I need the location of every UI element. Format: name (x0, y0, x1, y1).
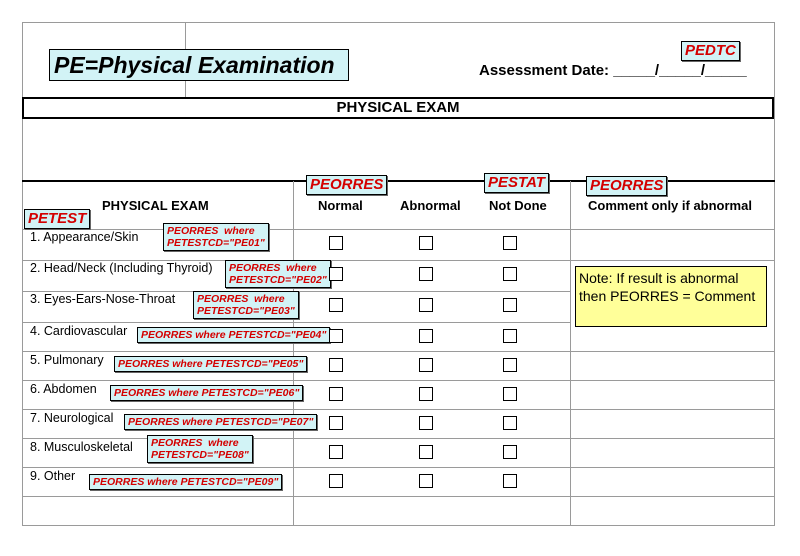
exam-item-label: 3. Eyes-Ears-Nose-Throat (30, 292, 176, 306)
row-annotation: PEORRES where PETESTCD="PE04" (137, 327, 330, 343)
normal-checkbox[interactable] (329, 387, 343, 401)
normal-checkbox[interactable] (329, 236, 343, 250)
exam-item-label: 4. Cardiovascular (30, 324, 128, 338)
not-done-checkbox[interactable] (503, 445, 517, 459)
status-annotation: PESTAT (484, 173, 549, 193)
exam-item-label: 1. Appearance/Skin (30, 230, 139, 244)
page-title: PE=Physical Examination (49, 49, 349, 81)
test-annotation: PETEST (24, 209, 90, 229)
normal-checkbox[interactable] (329, 298, 343, 312)
exam-item-label: 9. Other (30, 469, 76, 483)
not-done-checkbox[interactable] (503, 387, 517, 401)
not-done-checkbox[interactable] (503, 236, 517, 250)
normal-checkbox[interactable] (329, 445, 343, 459)
not-done-checkbox[interactable] (503, 267, 517, 281)
row-annotation: PEORRES where PETESTCD="PE06" (110, 385, 303, 401)
exam-item-label: 7. Neurological (30, 411, 114, 425)
row-annotation: PEORRES where PETESTCD="PE05" (114, 356, 307, 372)
not-done-checkbox[interactable] (503, 416, 517, 430)
assessment-date-field[interactable]: Assessment Date: _____/_____/_____ (479, 62, 747, 79)
abnormal-checkbox[interactable] (419, 474, 433, 488)
row-annotation: PEORRES where PETESTCD="PE01" (163, 223, 269, 251)
normal-checkbox[interactable] (329, 416, 343, 430)
row-annotation: PEORRES where PETESTCD="PE02" (225, 260, 331, 288)
normal-checkbox[interactable] (329, 329, 343, 343)
abnormal-result-note: Note: If result is abnormal then PEORRES = Comment (575, 266, 767, 327)
abnormal-checkbox[interactable] (419, 298, 433, 312)
abnormal-checkbox[interactable] (419, 416, 433, 430)
normal-column-header: Normal (318, 198, 363, 213)
comment-annotation: PEORRES (586, 176, 667, 196)
not-done-checkbox[interactable] (503, 358, 517, 372)
row-annotation: PEORRES where PETESTCD="PE03" (193, 291, 299, 319)
row-annotation: PEORRES where PETESTCD="PE09" (89, 474, 282, 490)
test-column-header: PHYSICAL EXAM (102, 198, 209, 213)
section-banner: PHYSICAL EXAM (22, 97, 774, 119)
exam-item-label: 6. Abdomen (30, 382, 97, 396)
abnormal-checkbox[interactable] (419, 236, 433, 250)
exam-item-label: 8. Musculoskeletal (30, 440, 133, 454)
exam-item-label: 5. Pulmonary (30, 353, 104, 367)
abnormal-column-header: Abnormal (400, 198, 461, 213)
not-done-checkbox[interactable] (503, 298, 517, 312)
normal-checkbox[interactable] (329, 358, 343, 372)
abnormal-checkbox[interactable] (419, 445, 433, 459)
row-annotation: PEORRES where PETESTCD="PE08" (147, 435, 253, 463)
abnormal-checkbox[interactable] (419, 358, 433, 372)
date-annotation: PEDTC (681, 41, 740, 61)
result-annotation: PEORRES (306, 175, 387, 195)
abnormal-checkbox[interactable] (419, 387, 433, 401)
not-done-column-header: Not Done (489, 198, 547, 213)
not-done-checkbox[interactable] (503, 474, 517, 488)
comment-column-header: Comment only if abnormal (588, 198, 752, 213)
row-annotation: PEORRES where PETESTCD="PE07" (124, 414, 317, 430)
normal-checkbox[interactable] (329, 267, 343, 281)
exam-item-label: 2. Head/Neck (Including Thyroid) (30, 261, 213, 275)
normal-checkbox[interactable] (329, 474, 343, 488)
abnormal-checkbox[interactable] (419, 329, 433, 343)
abnormal-checkbox[interactable] (419, 267, 433, 281)
not-done-checkbox[interactable] (503, 329, 517, 343)
